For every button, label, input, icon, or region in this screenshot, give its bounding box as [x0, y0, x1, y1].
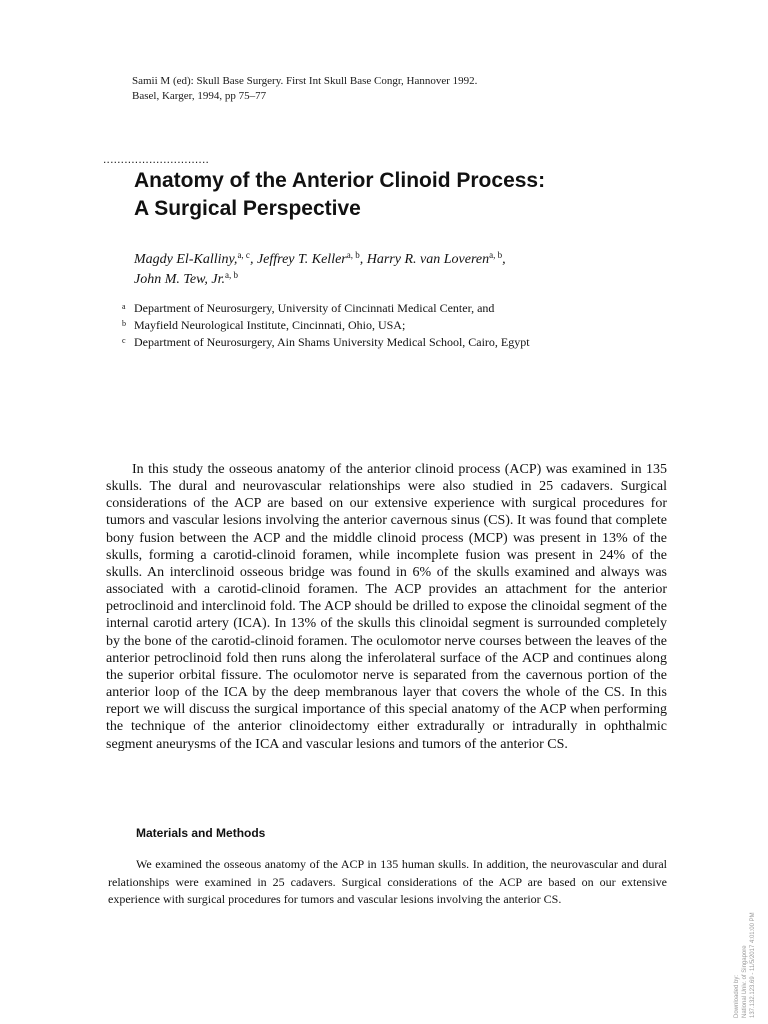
article-title [134, 167, 694, 223]
author-1 [134, 252, 257, 267]
download-note-line-1: Downloaded by: [734, 974, 740, 1018]
affiliation-marker: b [122, 319, 126, 328]
affiliation-marker: c [122, 336, 126, 345]
affiliation-item [122, 334, 702, 351]
affiliation-text: Department of Neurosurgery, Ain Shams University Medical School, Cairo, Egypt [134, 335, 530, 349]
affiliation-marker: a [122, 302, 126, 311]
citation-line-2: Basel, Karger, 1994, pp 75–77 [132, 90, 267, 102]
author-name: Harry R. van Loveren [366, 252, 490, 267]
author-separator: , [502, 252, 506, 267]
affiliation-list [122, 300, 702, 351]
author-affiliation-marks: a, b [346, 250, 360, 260]
author-name: Jeffrey T. Keller [256, 252, 347, 267]
affiliation-item [122, 317, 702, 334]
author-affiliation-marks: a, b [489, 250, 503, 260]
author-separator: , [359, 252, 367, 267]
author-separator: , [249, 252, 257, 267]
author-3 [367, 252, 506, 267]
download-note-line-2: National Univ. of Singapore [742, 945, 748, 1018]
author-list [134, 250, 694, 290]
abstract-paragraph: In this study the osseous anatomy of the anterior clinoid process (ACP) was examined in 135 skulls. The dural and neurovascular relationships were also studied in 25 cadavers. Surgical considerations of the ACP are based on our extensive experience with surgical procedures for tumors and vascular lesions involving the anterior cavernous sinus (CS). It was found that complete bony fusion between the ACP and the middle clinoid process (MCP) was present in 13% of the skulls, forming a carotid-clinoid foramen, while incomplete fusion was present in 24% of the skulls. An interclinoid osseous bridge was found in 6% of the skulls examined and always was associated with a carotid-clinoid foramen. The ACP provides an attachment for the anterior petroclinoid and interclinoid fold. The ACP should be drilled to expose the clinoidal segment of the internal carotid artery (ICA). In 13% of the skulls this clinoidal segment is surrounded completely by the bone of the carotid-clinoid foramen. The oculomotor nerve courses between the leaves of the anterior petroclinoid fold then runs along the inferolateral surface of the ACP and continues along the superior orbital fissure. The oculomotor nerve is separated from the cavernous portion of the anterior loop of the ICA by the deep membranous layer that covers the whole of the CS. In this report we will discuss the surgical importance of this special anatomy of the ACP when performing the technique of the anterior clinoidectomy either extradurally or intradurally in ophthalmic segment aneurysms of the ICA and vascular lesions and tumors of the anterior CS. [106, 462, 667, 752]
affiliation-text: Department of Neurosurgery, University of Cincinnati Medical Center, and [134, 301, 495, 315]
section-paragraph: We examined the osseous anatomy of the ACP in 135 human skulls. In addition, the neurovascular and dural relationships were examined in 25 cadavers. Surgical considerations of the ACP are based on our extensive experience with surgical procedures for tumors and vascular lesions involving the anterior CS. [108, 857, 667, 906]
title-line-1: Anatomy of the Anterior Clinoid Process: [134, 169, 546, 192]
title-line-2: A Surgical Perspective [134, 197, 361, 220]
section-heading: Materials and Methods [136, 826, 266, 840]
author-affiliation-marks: a, c [237, 250, 250, 260]
author-affiliation-marks: a, b [225, 270, 238, 280]
author-name: Magdy El-Kalliny, [134, 252, 238, 267]
affiliation-item [122, 300, 702, 317]
citation-line-1: Samii M (ed): Skull Base Surgery. First Int Skull Base Congr, Hannover 1992. [132, 75, 478, 87]
download-note-line-3: 137.132.123.69 - 11/5/2017 4:01:00 PM [750, 912, 756, 1018]
author-name: John M. Tew, Jr. [134, 272, 225, 287]
affiliation-text: Mayfield Neurological Institute, Cincinnati, Ohio, USA; [134, 318, 406, 332]
author-2 [257, 252, 367, 267]
citation [132, 74, 692, 104]
download-watermark [733, 912, 757, 1018]
dotted-separator: .............................. [103, 152, 210, 166]
author-4 [134, 272, 238, 287]
